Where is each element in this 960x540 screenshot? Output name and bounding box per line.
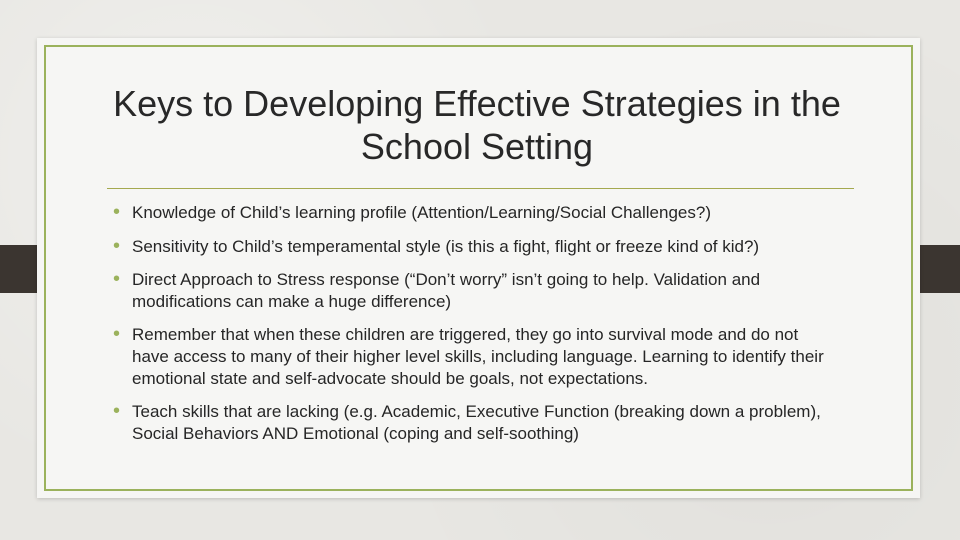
bullet-text: Direct Approach to Stress response (“Don’t worry” isn’t going to help. Validation and modifications can make a huge difference) xyxy=(132,270,761,311)
bullet-item xyxy=(113,324,838,390)
bullet-icon: • xyxy=(113,268,121,290)
bullet-text: Sensitivity to Child’s temperamental style (is this a fight, flight or freeze kind of kid?) xyxy=(132,237,760,256)
bullet-text: Teach skills that are lacking (e.g. Academic, Executive Function (breaking down a problem), Social Behaviors AND Emotional (coping and self-soothing) xyxy=(132,402,821,443)
slide-title: Keys to Developing Effective Strategies in the School Setting xyxy=(113,83,841,168)
bullet-item xyxy=(113,401,838,445)
bullet-item xyxy=(113,269,838,313)
bullet-list xyxy=(113,202,838,456)
bullet-item xyxy=(113,236,838,258)
bullet-icon: • xyxy=(113,201,121,223)
bullet-icon: • xyxy=(113,235,121,257)
bullet-text: Remember that when these children are triggered, they go into survival mode and do not have access to many of their higher level skills, including language. Learning to identify their emotional state and self-advocate should be goals, not expectations. xyxy=(132,325,824,388)
title-divider xyxy=(107,188,854,189)
bullet-item xyxy=(113,202,838,224)
bullet-text: Knowledge of Child’s learning profile (Attention/Learning/Social Challenges?) xyxy=(132,203,711,222)
slide-card xyxy=(37,38,920,498)
bullet-icon: • xyxy=(113,323,121,345)
bullet-icon: • xyxy=(113,400,121,422)
